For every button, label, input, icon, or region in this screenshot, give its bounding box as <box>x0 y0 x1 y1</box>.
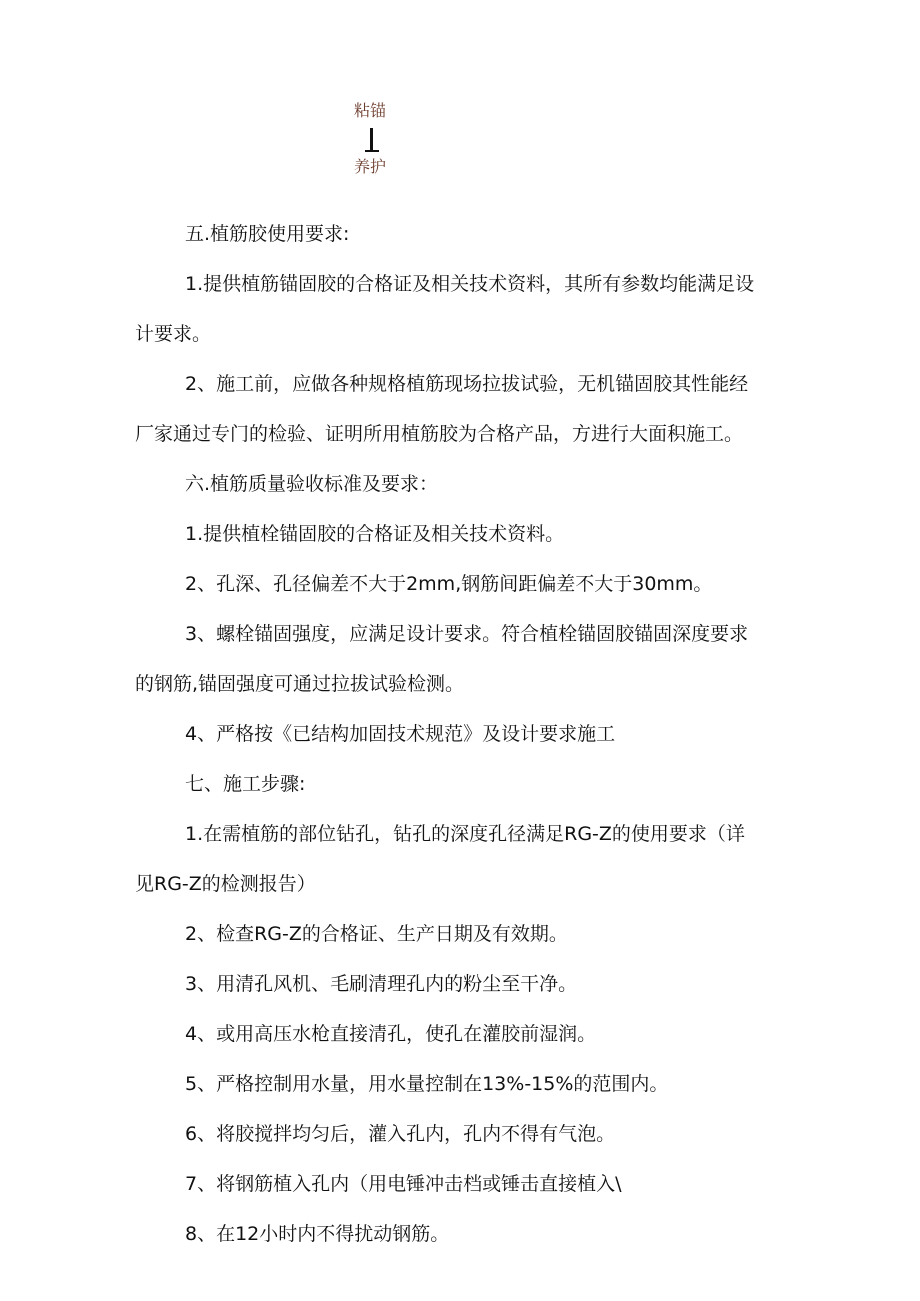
paragraph: 1.提供植栓锚固胶的合格证及相关技术资料。 <box>185 523 565 545</box>
paragraph: 厂家通过专门的检验、证明所用植筋胶为合格产品，方进行大面积施工。 <box>135 423 744 445</box>
paragraph: 4、或用高压水枪直接清孔，使孔在灌胶前湿润。 <box>185 1023 597 1045</box>
paragraph: 4、严格按《已结构加固技术规范》及设计要求施工 <box>185 723 616 745</box>
paragraph: 8、在12小时内不得扰动钢筋。 <box>185 1223 450 1245</box>
paragraph: 5、严格控制用水量，用水量控制在13%-15%的范围内。 <box>185 1073 669 1095</box>
paragraph: 2、施工前，应做各种规格植筋现场拉拔试验，无机锚固胶其性能经 <box>185 373 749 395</box>
flow-diagram <box>354 100 414 178</box>
paragraph: 1.在需植筋的部位钻孔，钻孔的深度孔径满足RG-Z的使用要求（详 <box>185 823 745 845</box>
paragraph: 1.提供植筋锚固胶的合格证及相关技术资料，其所有参数均能满足设 <box>185 273 755 295</box>
flow-connector-base <box>365 150 379 152</box>
section-heading-7: 七、施工步骤: <box>185 773 306 795</box>
paragraph: 见RG-Z的检测报告） <box>135 873 316 895</box>
section-heading-6: 六.植筋质量验收标准及要求： <box>185 473 439 495</box>
paragraph: 6、将胶搅拌均匀后，灌入孔内，孔内不得有气泡。 <box>185 1123 616 1145</box>
paragraph: 3、用清孔风机、毛刷清理孔内的粉尘至干净。 <box>185 973 578 995</box>
paragraph: 7、将钢筋植入孔内（用电锤冲击档或锤击直接植入\ <box>185 1173 622 1195</box>
paragraph: 的钢筋,锚固强度可通过拉拔试验检测。 <box>135 673 465 695</box>
paragraph: 2、孔深、孔径偏差不大于2mm,钢筋间距偏差不大于30mm。 <box>185 573 713 595</box>
flow-step-bottom: 养护 <box>354 157 387 176</box>
flow-connector <box>370 128 373 150</box>
paragraph: 3、螺栓锚固强度，应满足设计要求。符合植栓锚固胶锚固深度要求 <box>185 623 749 645</box>
flow-step-top: 粘锚 <box>354 101 387 120</box>
paragraph: 2、检查RG-Z的合格证、生产日期及有效期。 <box>185 923 568 945</box>
section-heading-5: 五.植筋胶使用要求: <box>185 223 350 245</box>
paragraph: 计要求。 <box>135 323 212 345</box>
